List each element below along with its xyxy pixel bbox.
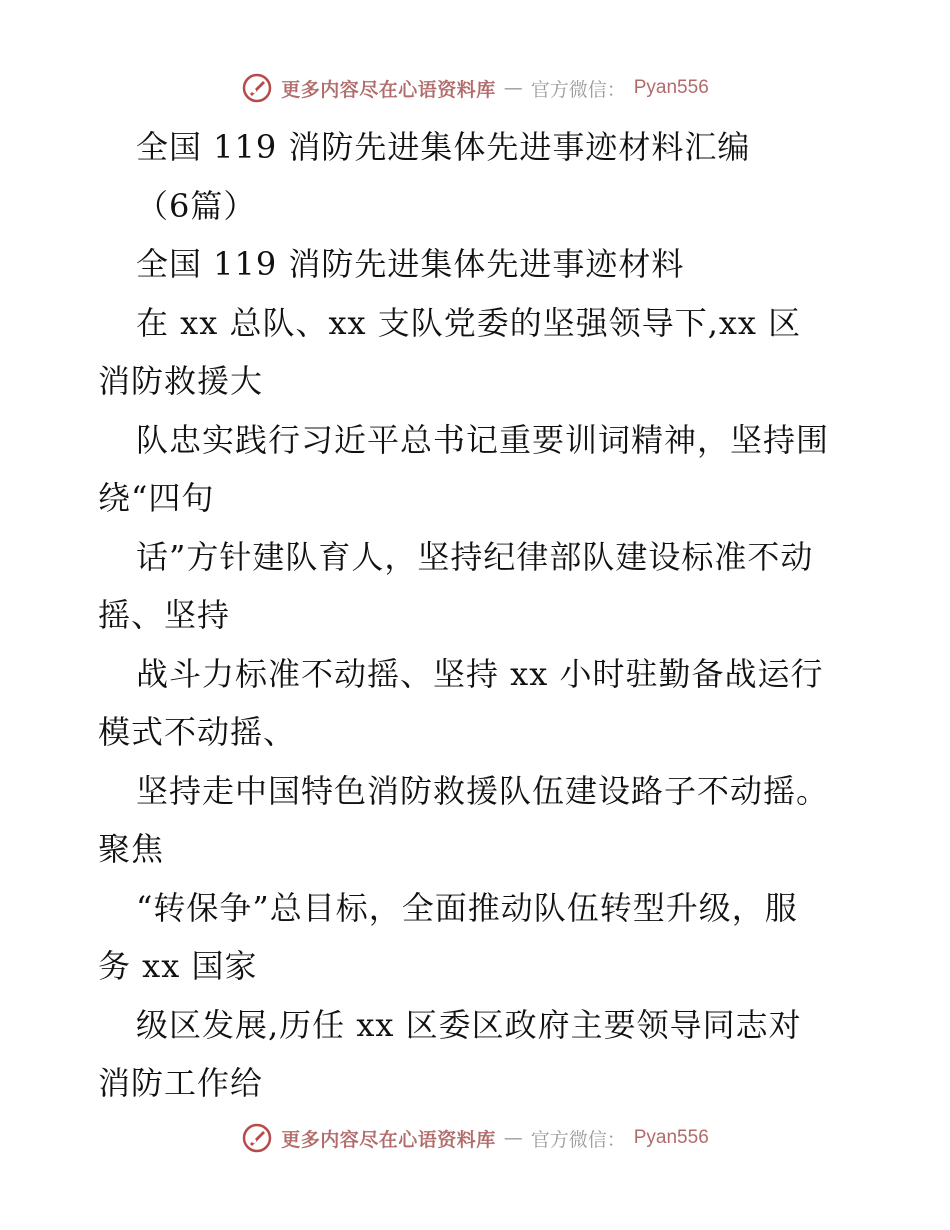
body-line: 话”方针建队育人，坚持纪律部队建设标准不动 [136,537,814,576]
body-line: 级区发展,历任 xx 区委区政府主要领导同志对 [136,1005,802,1044]
watermark-wechat-id: Pyan556 [633,77,709,98]
body-line: 队忠实践行习近平总书记重要训词精神，坚持围 [136,420,830,459]
section-heading: 全国 119 消防先进集体先进事迹材料 [136,245,685,283]
watermark-wechat-id: Pyan556 [633,1127,709,1148]
watermark-dash: — [503,1127,523,1149]
body-line: 消防救援大 [98,362,264,400]
body-line: “转保争”总目标，全面推动队伍转型升级，服 [136,888,798,927]
watermark-side-text: 官方微信： [530,78,626,101]
body-line: 坚持走中国特色消防救援队伍建设路子不动摇。 [136,771,830,810]
watermark-side-text: 官方微信： [530,1128,626,1151]
logo-icon [241,1122,273,1154]
watermark-dash: — [503,77,523,99]
body-line: 消防工作给 [98,1064,264,1102]
body-line: 务 xx 国家 [98,947,258,985]
body-line: 战斗力标准不动摇、坚持 xx 小时驻勤备战运行 [136,654,824,693]
watermark-main-text: 更多内容尽在心语资料库 [281,1128,496,1151]
document-title: 全国 119 消防先进集体先进事迹材料汇编 [136,128,751,166]
watermark-main-text: 更多内容尽在心语资料库 [281,78,496,101]
watermark-header [0,72,950,104]
watermark-footer [0,1122,950,1154]
body-line: 模式不动摇、 [98,713,297,751]
body-line: 聚焦 [98,830,165,868]
logo-icon [241,72,273,104]
body-line: 绕“四句 [98,479,215,517]
document-subtitle: （6篇） [136,186,257,225]
document-body [98,118,858,1113]
body-line: 在 xx 总队、xx 支队党委的坚强领导下,xx 区 [136,303,802,342]
body-line: 摇、坚持 [98,596,231,634]
